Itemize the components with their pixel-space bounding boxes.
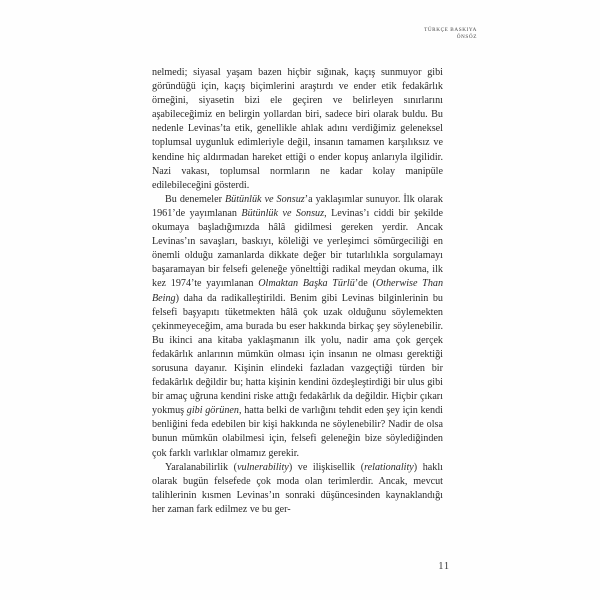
text-run: , hatta belki de varlığını tehdit eden şey için kendi benliğini feda edebilen bir kişi hakkında ne söylenebilir? Nadir de olsa bunun mümkün olabilmesi için, felsefi geleneğin bize söylediğinden çok farklı varlıklar olmamız gerekir.	[152, 405, 443, 459]
running-head	[424, 27, 477, 41]
text-run: ) haklı olarak bugün felsefede çok moda olan terimlerdir. Ancak, mevcut talihlerinin kısmen Levinas’ın sonraki düşüncesinden kaynaklandığı her zaman fark edilmez ve bu ger-	[152, 461, 443, 515]
text-run: Bu denemeler	[165, 193, 225, 205]
italic-run: Otherwise Than Being	[152, 278, 444, 304]
italic-run: Bütünlük ve Sonsuz	[241, 207, 325, 219]
italic-run: gibi görünen	[186, 405, 239, 417]
text-run: ) daha da radikalleştirildi. Benim gibi Levinas bilginlerinin bu felsefi başyapıtı tüketmekten hâlâ çok uzak olduğunu söylemekten çekinmeyeceğim, ama burada bu eser hakkında birkaç şey söylenebilir. Bu ikinci ana kitaba yaklaşmanın ilk yolu, nadir ama çok gerçek fedakârlık anlarının mümkün olması için insanın ne olması gerektiği sorusuna dayanır. Kişinin elindeki fazladan vazgeçtiği türden bir fedakârlık değildir bu; hatta kişinin kendini özdeşleştirdiği bir ulus gibi bir amaç uğruna kendini riske attığı fedakârlık da değildir. Hiçbir çıkarı yokmuş	[152, 292, 443, 417]
text-run: ) ve ilişkisellik (	[288, 461, 365, 473]
italic-run: vulnerability	[237, 461, 289, 473]
text-run: , Levinas’ı ciddi bir şekilde okumaya başladığımızda hâlâ gidilmesi gereken yerdir. Ancak Levinas’ın savaşları, baskıyı, köleliği ve yerleşimci sömürgeciliği en önemli olduğu zamanlarda dikkate değer bir tutarlılıkla sorgulamayı başaramayan bir felsefi geleneğe yöneltti̇ği radikal meydan okuma, ilk kez 1974’te yayımlanan	[152, 207, 443, 290]
body-text	[152, 66, 443, 517]
text-run: nelmedi; siyasal yaşam bazen hiçbir sığınak, kaçış sunmuyor gibi göründüğü için, kaçış biçimlerini araştırdı ve ender etik fedakârlık örneğini, siyasetin bizi ele geçiren ve belirleyen sınırlarını aşabileceğimiz en belirgin yollardan biri, sadece biri olarak buldu. Bu nedenle Levinas’ta etik, genellikle ahlak adını verdiğimiz geleneksel toplumsal uygunluk edimleriyle değil, insanın tamamen karşılıksız ve kendine hiç aldırmadan hareket ettiği o ender kopuş anlarıyla ilgilidir. Nazi vakası, toplumsal normların ne kadar kolay manipüle edilebileceğini gösterdi.	[152, 67, 443, 191]
running-head-title: TÜRKÇE BASKIYA	[424, 27, 477, 33]
paragraph	[152, 66, 443, 193]
text-run: ’de (	[354, 278, 376, 290]
text-run: Yaralanabilirlik (	[165, 461, 238, 473]
paragraph	[152, 193, 443, 461]
text-run: ’a yaklaşımlar sunuyor. İlk olarak 1961’de yayımlanan	[152, 193, 443, 219]
paragraph	[152, 461, 443, 517]
running-head-subtitle: ÖNSÖZ	[456, 34, 477, 40]
page-number: 11	[438, 561, 450, 572]
italic-run: relationality	[364, 461, 414, 473]
italic-run: Olmaktan Başka Türlü	[258, 278, 355, 290]
italic-run: Bütünlük ve Sonsuz	[225, 193, 305, 205]
